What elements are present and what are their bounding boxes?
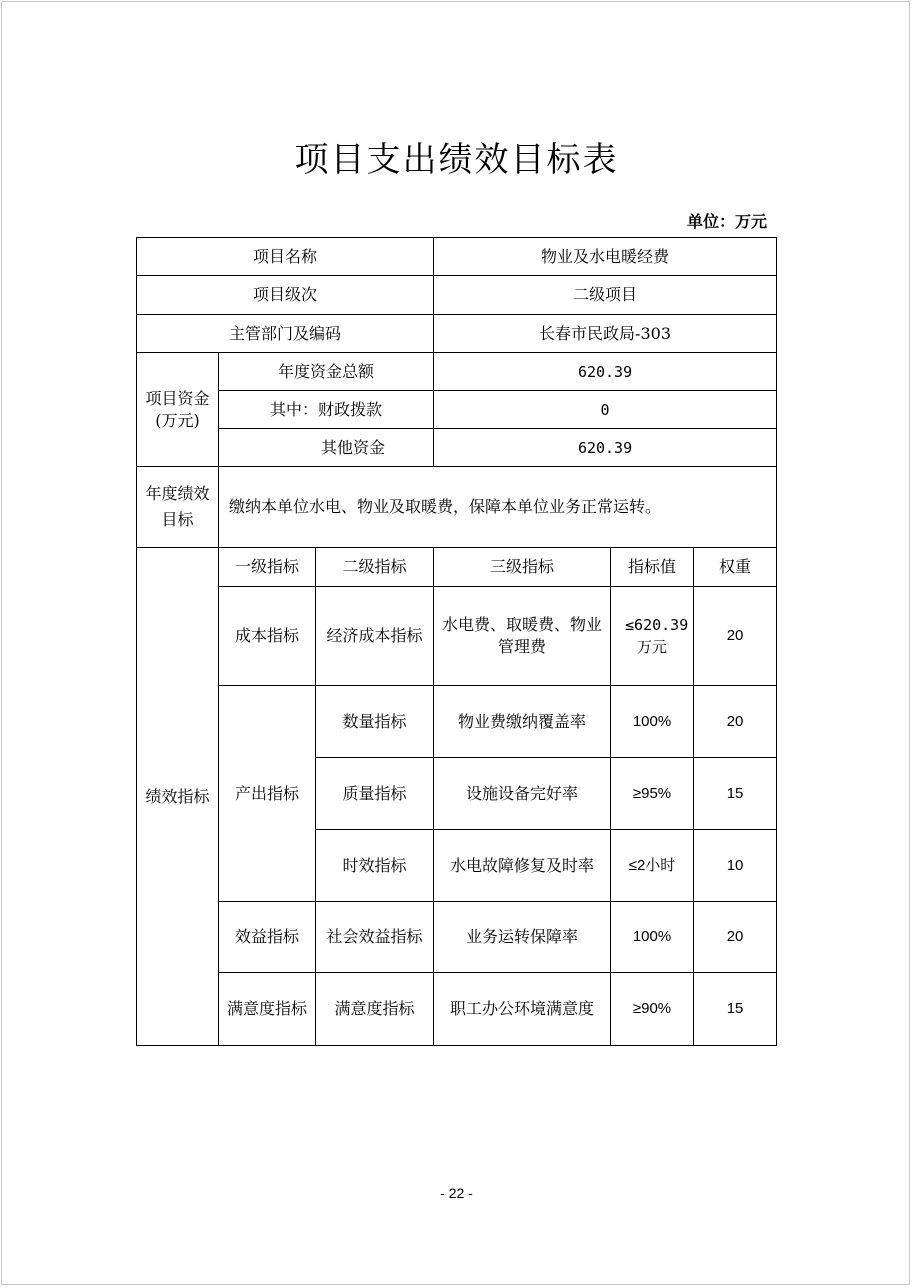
benefit-value: 100% <box>611 902 694 973</box>
indicators-group-label: 绩效指标 <box>137 548 219 1046</box>
header-level1: 一级指标 <box>219 548 316 587</box>
table-row <box>137 587 777 686</box>
satisfaction-level1: 满意度指标 <box>219 973 316 1046</box>
output-level3: 水电故障修复及时率 <box>434 830 611 902</box>
satisfaction-weight: 15 <box>694 973 777 1046</box>
satisfaction-level3: 职工办公环境满意度 <box>434 973 611 1046</box>
output-value: ≤2小时 <box>611 830 694 902</box>
funds-other-value: 620.39 <box>434 429 777 467</box>
funds-fiscal-label: 其中：财政拨款 <box>219 391 434 429</box>
header-value: 指标值 <box>611 548 694 587</box>
table-row <box>137 238 777 276</box>
project-level-value: 二级项目 <box>434 276 777 315</box>
output-value: 100% <box>611 686 694 758</box>
header-level2: 二级指标 <box>316 548 434 587</box>
table-row <box>137 391 777 429</box>
page-number: - 22 - <box>440 1185 473 1201</box>
output-weight: 15 <box>694 758 777 830</box>
benefit-level1: 效益指标 <box>219 902 316 973</box>
project-name-label: 项目名称 <box>137 238 434 276</box>
header-level3: 三级指标 <box>434 548 611 587</box>
funds-total-label: 年度资金总额 <box>219 353 434 391</box>
output-level2: 时效指标 <box>316 830 434 902</box>
output-level3: 设施设备完好率 <box>434 758 611 830</box>
output-weight: 10 <box>694 830 777 902</box>
performance-table <box>136 237 777 1046</box>
output-level2: 质量指标 <box>316 758 434 830</box>
annual-goal-text: 缴纳本单位水电、物业及取暖费，保障本单位业务正常运转。 <box>219 467 777 548</box>
cost-weight: 20 <box>694 587 777 686</box>
benefit-level3: 业务运转保障率 <box>434 902 611 973</box>
funds-fiscal-value: 0 <box>434 391 777 429</box>
table-row <box>137 353 777 391</box>
project-level-label: 项目级次 <box>137 276 434 315</box>
cost-level2: 经济成本指标 <box>316 587 434 686</box>
output-value: ≥95% <box>611 758 694 830</box>
funds-total-value: 620.39 <box>434 353 777 391</box>
table-row <box>137 686 777 758</box>
benefit-level2: 社会效益指标 <box>316 902 434 973</box>
project-name-value: 物业及水电暖经费 <box>434 238 777 276</box>
table-row <box>137 548 777 587</box>
dept-value: 长春市民政局-303 <box>434 315 777 353</box>
output-level1: 产出指标 <box>219 686 316 902</box>
funds-other-label: 其他资金 <box>219 429 434 467</box>
unit-label: 单位：万元 <box>686 212 767 231</box>
output-level2: 数量指标 <box>316 686 434 758</box>
satisfaction-value: ≥90% <box>611 973 694 1046</box>
table-row <box>137 467 777 548</box>
cost-level3: 水电费、取暖费、物业管理费 <box>434 587 611 686</box>
dept-label: 主管部门及编码 <box>137 315 434 353</box>
funds-group-label: 项目资金(万元) <box>137 353 219 467</box>
cost-level1: 成本指标 <box>219 587 316 686</box>
satisfaction-level2: 满意度指标 <box>316 973 434 1046</box>
table-row <box>137 429 777 467</box>
output-weight: 20 <box>694 686 777 758</box>
benefit-weight: 20 <box>694 902 777 973</box>
page-title: 项目支出绩效目标表 <box>294 140 619 180</box>
annual-goal-label: 年度绩效目标 <box>137 467 219 548</box>
cost-value: ≤620.39万元 <box>611 587 694 686</box>
table-row <box>137 276 777 315</box>
output-level3: 物业费缴纳覆盖率 <box>434 686 611 758</box>
table-row <box>137 902 777 973</box>
table-row <box>137 973 777 1046</box>
table-row <box>137 315 777 353</box>
header-weight: 权重 <box>694 548 777 587</box>
